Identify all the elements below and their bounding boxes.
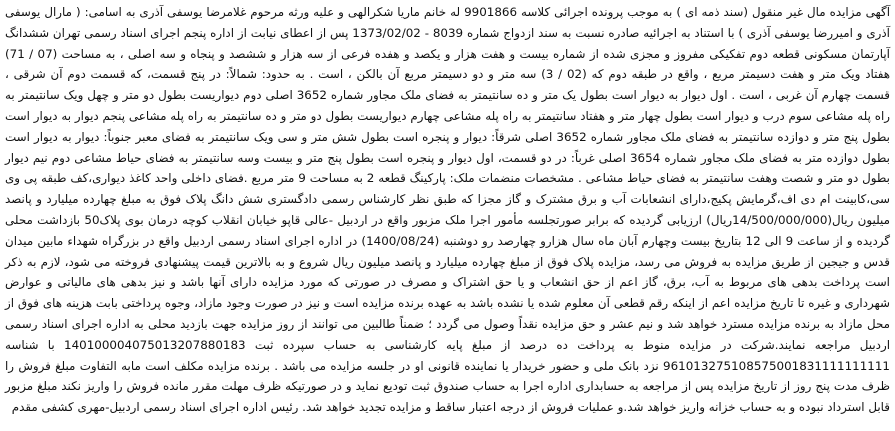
notice-body-text: آگهی مزایده مال غیر منقول (سند ذمه ای ) به موجب پرونده اجرائی کلاسه 9901866 له خانم ماریا شکرالهی و علیه ورثه مرحوم غلامرضا یوسفی آذری به اسامی: ( مارال یوسفی آذری و امیررضا یوسفی آذری ) با استناد به اجرائیه صادره نسبت به سند ازدواج شماره 8039 - 1373/02/02 پس از اعطای نیابت از اداره پنجم اجرای اسناد رسمی تهران ششدانگ آپارتمان مسکونی قطعه دوم تفکیکی مفروز و مجزی شده از شماره بیست و هفت هزار و یکصد و هفده فرعی از سه هزار و ششصد و پنجاه و سه اصلی ، به مساحت (07 / 71) هفتاد ویک متر و هفت دسیمتر مربع ، واقع در طبقه دوم که (02 / 3) سه متر و دو دسیمتر مربع آن بالکن ، است . به حدود: شمالاً: در پنج قسمت، که قسمت دوم آن شرقی ، قسمت چهارم آن غربی ، است . اول دیوار به دیوار است بطول یک متر و ده سانتیمتر به فضای ملک مجاور شماره 3652 اصلی دوم دیواریست بطول دو متر و چهل ویک سانتیمتر به راه پله مشاعی سوم درب و دیوار است بطول چهار متر و هفتاد سانتیمتر به راه پله مشاعی چهارم دیواریست بطول دو متر و ده سانتیمتر به راه پله مشاعی پنجم دیوار به دیوار است بطول پنج متر و دوازده سانتیمتر به فضای ملک مجاور شماره 3652 اصلی شرقاً: دیوار و پنجره است بطول شش متر و سی ویک سانتیمتر به فضای معبر جنوباً: دیوار به دیوار است بطول دوازده متر به فضای ملک مجاور شماره 3654 اصلی غرباً: در دو قسمت، اول دیوار و پنجره است بطول پنج متر و بیست وسه سانتیمتر به فضای حیاط مشاعی دوم نیم دیوار بطول دو متر و شصت وهفت سانتیمتر به فضای حیاط مشاعی . مشخصات منضمات ملک: پارکینگ قطعه 2 به مساحت 9 متر مربع .فضای داخلی واحد کاغذ دیواری،کف طبقه پی وی سی،کابینت ام دی اف،گرمایش پکیج،دارای انشعابات آب و برق مشترک و گاز مجزا که طبق نظر کارشناس رسمی دادگستری شش دانگ پلاک فوق به مبلغ چهارده میلیارد و پانصد میلیون ریال(14/500/000/000ریال) ارزیابی گردیده که برابر صورتجلسه مأمور اجرا ملک مزبور واقع در اردبیل -عالی قاپو خیابان انقلاب کوچه درمان بوی پلاک50 بازداشت محلی گردیده و از ساعت 9 الی 12 بتاریخ بیست وچهارم آبان ماه سال هزارو چهارصد رو دوشنبه (1400/08/24) در اداره اجرای اسناد رسمی اردبیل واقع در بزرگراه شهداء مابین میدان قدس و جیجین از طریق مزایده به فروش می رسد، مزایده پلاک فوق از مبلغ چهارده میلیارد و پانصد میلیون ریال شروع و به بالاترین قیمت پیشنهادی فروخته می شود، لازم به ذکر است پرداخت بدهی های مربوط به آب، برق، گاز اعم از حق انشعاب و یا حق اشتراک و مصرف در صورتی که مورد مزایده دارای آنها باشد و نیز بدهی های مالیاتی و عوارض شهرداری و غیره تا تاریخ مزایده اعم از اینکه رقم قطعی آن معلوم شده یا نشده باشد به عهده برنده مزایده است و نیز در صورت وجود مازاد، وجوه پرداختی بابت هزینه های فوق از محل مازاد به برنده مزایده مسترد خواهد شد و نیم عشر و حق مزایده نقداً وصول می گردد ؛ ضمناً طالبین می توانند از روز مزایده جهت بازدید محلی به اداره اجرای اسناد رسمی اردبیل مراجعه نمایند.شرکت در مزایده منوط به پرداخت ده درصد از مبلغ پایه کارشناسی به حساب سپرده ثبت 140100004075013207880183 با شناسه 961013275108575001831111111111 نزد بانک ملی و حضور خریدار یا نماینده قانونی او در جلسه مزایده می باشد . برنده مزایده مکلف است مابه التفاوت مبلغ فروش را ظرف مدت پنج روز از تاریخ مزایده پس از مراجعه به حسابداری اداره اجرا به حساب صندوق ثبت تودیع نماید و در صورتیکه ظرف مهلت مقرر مانده فروش را واریز نکند مبلغ مزبور قابل استرداد نبوده و به حساب خزانه واریز خواهد شد.و عملیات فروش از درجه اعتبار ساقط و مزایده تجدید خواهد شد. رئیس اداره اجرای اسناد رسمی اردبیل-مهری کشفی مقدم	[5, 5, 891, 415]
